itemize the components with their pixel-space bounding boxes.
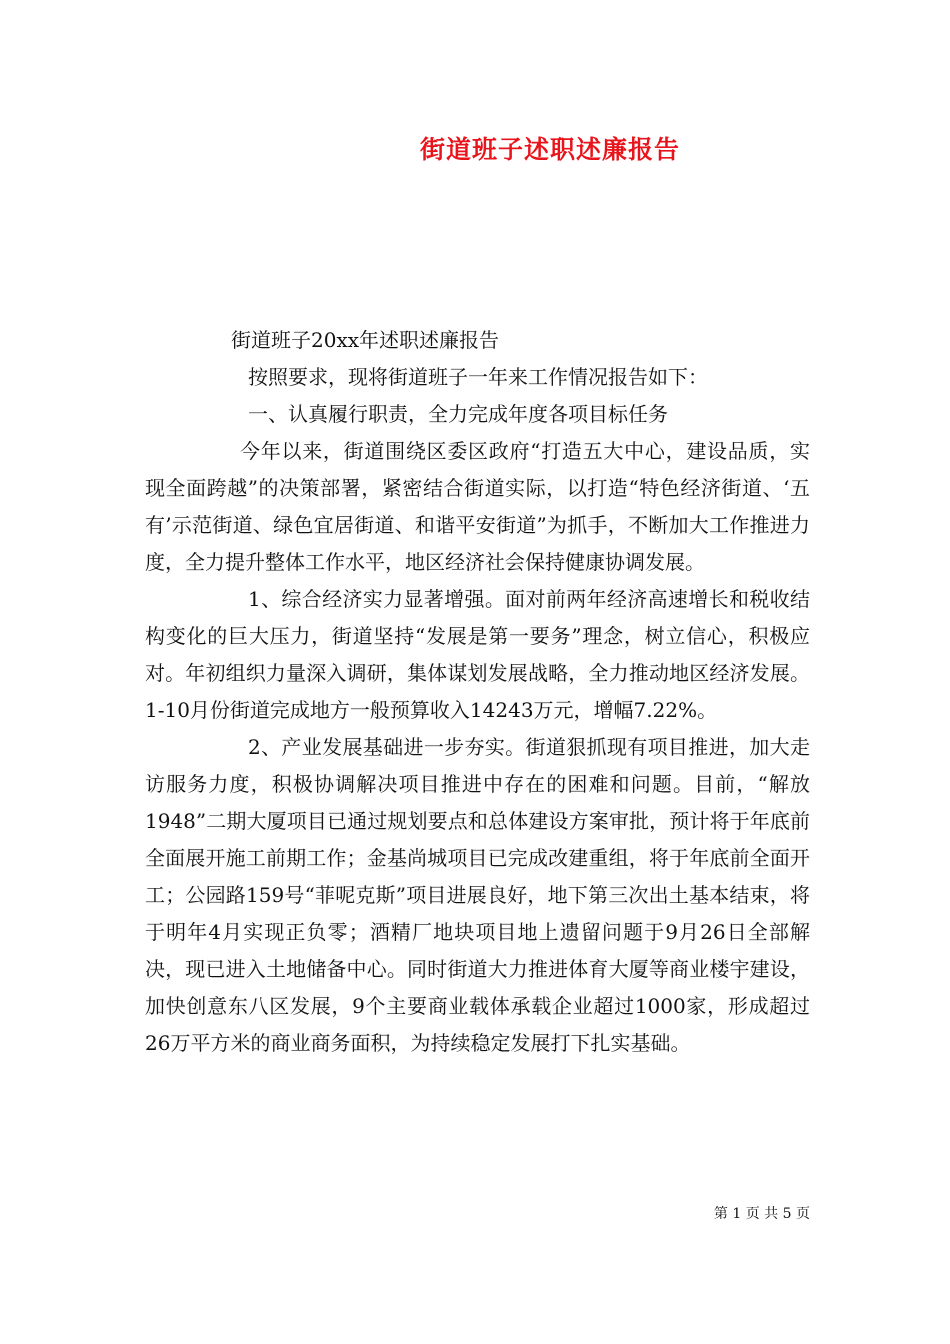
document-body [145, 322, 810, 1062]
document-title: 街道班子述职述廉报告 [419, 135, 680, 164]
document-subtitle: 街道班子20xx年述职述廉报告 [231, 328, 500, 352]
section-heading: 一、认真履行职责，全力完成年度各项目标任务 [248, 402, 668, 426]
paragraph-industry: 2、产业发展基础进一步夯实。街道狠抓现有项目推进，加大走访服务力度，积极协调解决项目推进中存在的困难和问题。目前，“解放1948”二期大厦项目已通过规划要点和总体建设方案审批，预计将于年底前全面展开施工前期工作；金基尚城项目已完成改建重组，将于年底前全面开工；公园路159号“菲呢克斯”项目进展良好，地下第三次出土基本结束，将于明年4月实现正负零；酒精厂地块项目地上遗留问题于9月26日全部解决，现已进入土地储备中心。同时街道大力推进体育大厦等商业楼宇建设，加快创意东八区发展，9个主要商业载体承载企业超过1000家，形成超过26万平方米的商业商务面积，为持续稳定发展打下扎实基础。 [145, 735, 810, 1055]
intro-line: 按照要求，现将街道班子一年来工作情况报告如下： [248, 365, 708, 389]
page-number: 第 1 页 共 5 页 [713, 1206, 810, 1222]
paragraph-overview: 今年以来，街道围绕区委区政府“打造五大中心，建设品质，实现全面跨越”的决策部署，紧密结合街道实际，以打造“特色经济街道、‘五有’示范街道、绿色宜居街道、和谐平安街道”为抓手，不断加大工作推进力度，全力提升整体工作水平，地区经济社会保持健康协调发展。 [145, 439, 810, 574]
paragraph-economy: 1、综合经济实力显著增强。面对前两年经济高速增长和税收结构变化的巨大压力，街道坚持“发展是第一要务”理念，树立信心，积极应对。年初组织力量深入调研，集体谋划发展战略，全力推动地区经济发展。1-10月份街道完成地方一般预算收入14243万元，增幅7.22%。 [145, 587, 810, 722]
